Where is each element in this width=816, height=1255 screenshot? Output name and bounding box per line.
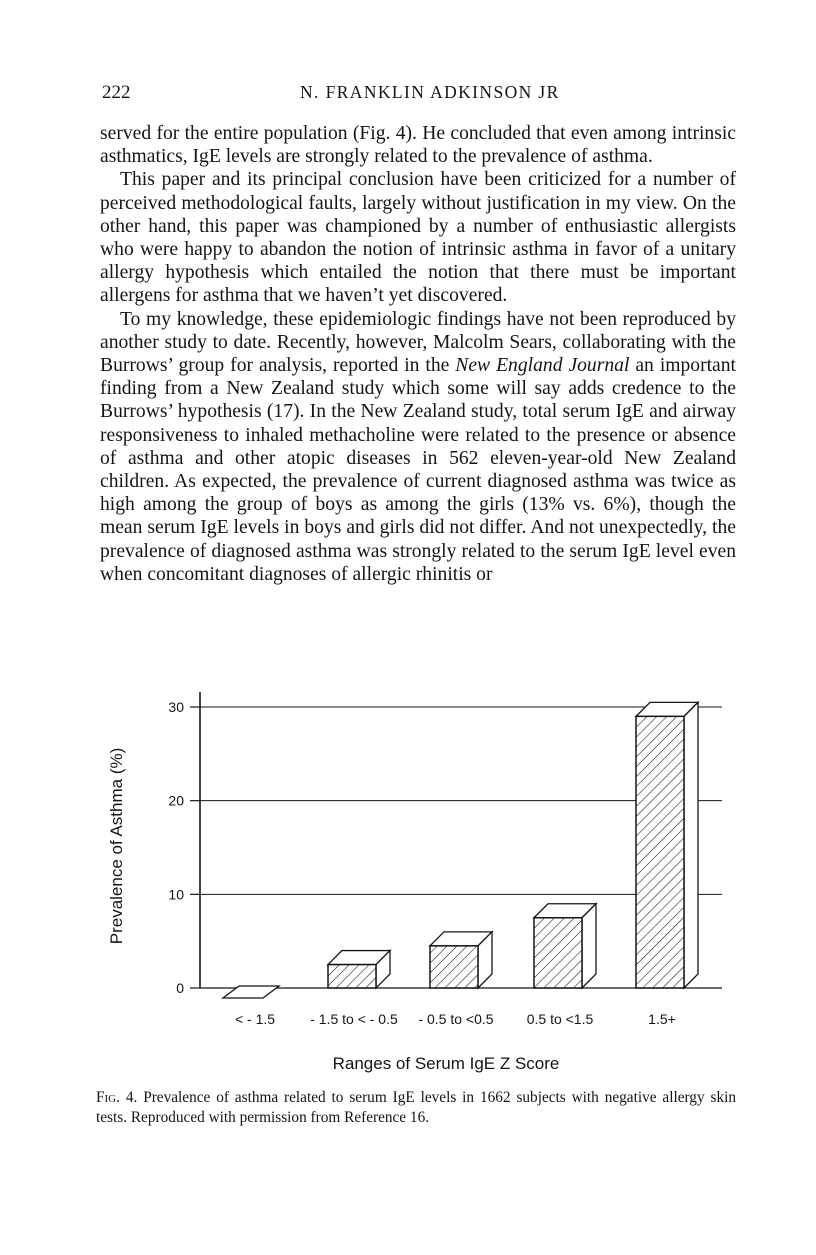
bar — [636, 702, 698, 988]
bar — [430, 932, 492, 988]
page-number: 222 — [102, 82, 131, 103]
figure-label: Fig. 4. — [96, 1089, 138, 1106]
figure-caption — [96, 1088, 736, 1128]
bar-front-face — [430, 946, 478, 988]
paragraph-3 — [100, 308, 736, 586]
paragraph-1: served for the entire population (Fig. 4). He concluded that even among intrinsic asthmatics, IgE levels are strongly related to the prevalence of asthma. — [100, 123, 736, 168]
x-tick-label: < - 1.5 — [234, 1011, 276, 1027]
bar-side-face — [684, 702, 698, 988]
y-tick-label: 10 — [168, 886, 184, 903]
y-tick-label: 30 — [168, 699, 184, 715]
y-tick-label: 20 — [168, 792, 184, 809]
bar-front-face — [534, 918, 582, 988]
x-tick-label: - 1.5 to < - 0.5 — [310, 1011, 398, 1027]
journal-title-italic: New England Journal — [455, 355, 630, 377]
x-tick-label: - 0.5 to <0.5 — [418, 1011, 494, 1027]
x-tick-label: 1.5+ — [648, 1011, 676, 1027]
bar — [534, 904, 596, 988]
y-tick-label: 0 — [176, 980, 184, 996]
bar-front-face — [636, 716, 684, 988]
running-head: N. FRANKLIN ADKINSON JR — [300, 82, 560, 102]
x-axis-label: Ranges of Serum IgE Z Score — [332, 1054, 560, 1073]
body-text — [100, 122, 736, 586]
bar — [328, 951, 390, 988]
x-tick-label: 0.5 to <1.5 — [526, 1011, 594, 1027]
page-header — [102, 82, 742, 110]
caption-text: Prevalence of asthma related to serum IgE levels in 1662 subjects with negative allergy skin tests. Reproduced with permission from Reference 16. — [96, 1089, 736, 1126]
y-axis-label: Prevalence of Asthma (%) — [107, 747, 126, 945]
bar-front-face — [328, 965, 376, 988]
paragraph-3-part-a: To my knowledge, these epidemiologic findings have not been reproduced by another study to date. Recently, however, Malcolm Sears, collaborating with the Burrows’ group for analysis, reported in the — [100, 308, 736, 377]
paragraph-3-part-b: an important finding from a New Zealand study which some will say adds credence to the Burrows’ hypothesis (17). In the New Zealand study, total serum IgE and airway responsiveness to inhaled methacholine were related to the presence or absence of asthma and other atopic diseases in 562 eleven-year-old New Zealand children. As expected, the prevalence of current diagnosed asthma was twice as high among the group of boys as among the girls (13% vs. 6%), though the mean serum IgE levels in boys and girls did not differ. And not unexpectedly, the prevalence of diagnosed asthma was strongly related to the serum IgE level even when concomitant diagnoses of allergic rhinitis or — [100, 355, 736, 585]
bars — [223, 702, 698, 998]
x-tick-labels — [235, 1011, 676, 1027]
bar-side-face — [582, 904, 596, 988]
figure-4-chart — [0, 680, 816, 1080]
paragraph-2: This paper and its principal conclusion have been criticized for a number of perceived methodological faults, largely without justification in my view. On the other hand, this paper was championed by a number of enthusiastic allergists who were happy to abandon the notion of intrinsic asthma in favor of a unitary allergy hypothesis which entailed the notion that there must be important allergens for asthma that we haven’t yet discovered. — [100, 169, 736, 307]
